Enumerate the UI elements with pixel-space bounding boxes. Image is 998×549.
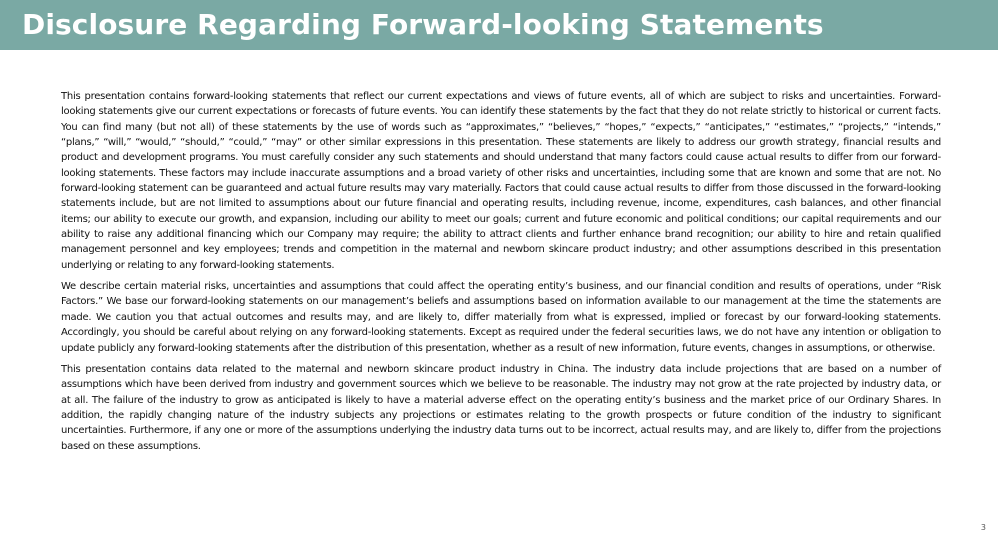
disclosure-body xyxy=(61,89,941,460)
paragraph-risk-factors: We describe certain material risks, uncertainties and assumptions that could affect the operating entity’s business, and our financial condition and results of operations, under “Risk Factors.” We base our forward-looking statements on our management’s beliefs and assumptions based on information available to our management at the time the statements are made. We caution you that actual outcomes and results may, and are likely to, differ materially from what is expressed, implied or forecast by our forward-looking statements. Accordingly, you should be careful about relying on any forward-looking statements. Except as required under the federal securities laws, we do not have any intention or obligation to update publicly any forward-looking statements after the distribution of this presentation, whether as a result of new information, future events, changes in assumptions, or otherwise. xyxy=(61,281,941,354)
title-bar xyxy=(0,0,998,50)
paragraph-industry-data: This presentation contains data related to the maternal and newborn skincare product industry in China. The industry data include projections that are based on a number of assumptions which have been derived from industry and government sources which we believe to be reasonable. The industry may not grow at the rate projected by industry data, or at all. The failure of the industry to grow as anticipated is likely to have a material adverse effect on the operating entity’s business and the market price of our Ordinary Shares. In addition, the rapidly changing nature of the industry subjects any projections or estimates relating to the growth prospects or future condition of the industry to significant uncertainties. Furthermore, if any one or more of the assumptions underlying the industry data turns out to be incorrect, actual results may, and are likely to, differ from the projections based on these assumptions. xyxy=(61,363,941,452)
paragraph-forward-looking: This presentation contains forward-looking statements that reflect our current expectations and views of future events, all of which are subject to risks and uncertainties. Forward-looking statements give our current expectations or forecasts of future events. You can identify these statements by the fact that they do not relate strictly to historical or current facts. You can find many (but not all) of these statements by the use of words such as “approximates,” “believes,” “hopes,” “expects,” “anticipates,” “estimates,” “projects,” “intends,” “plans,” “will,” “would,” “should,” “could,” “may” or other similar expressions in this presentation. These statements are likely to address our growth strategy, financial results and product and development programs. You must carefully consider any such statements and should understand that many factors could cause actual results to differ from our forward-looking statements. These factors may include inaccurate assumptions and a broad variety of other risks and uncertainties, including some that are known and some that are not. No forward-looking statement can be guaranteed and actual future results may vary materially. Factors that could cause actual results to differ from those discussed in the forward-looking statements include, but are not limited to assumptions about our future financial and operating results, including revenue, income, expenditures, cash balances, and other financial items; our ability to execute our growth, and expansion, including our ability to meet our goals; current and future economic and political conditions; our capital requirements and our ability to raise any additional financing which our Company may require; the ability to attract clients and further enhance brand recognition; our ability to hire and retain qualified management personnel and key employees; trends and competition in the maternal and newborn skincare product industry; and other assumptions described in this presentation underlying or relating to any forward-looking statements. xyxy=(61,91,941,271)
page-number: 3 xyxy=(980,523,986,532)
slide-title: Disclosure Regarding Forward-looking Statements xyxy=(22,8,824,41)
